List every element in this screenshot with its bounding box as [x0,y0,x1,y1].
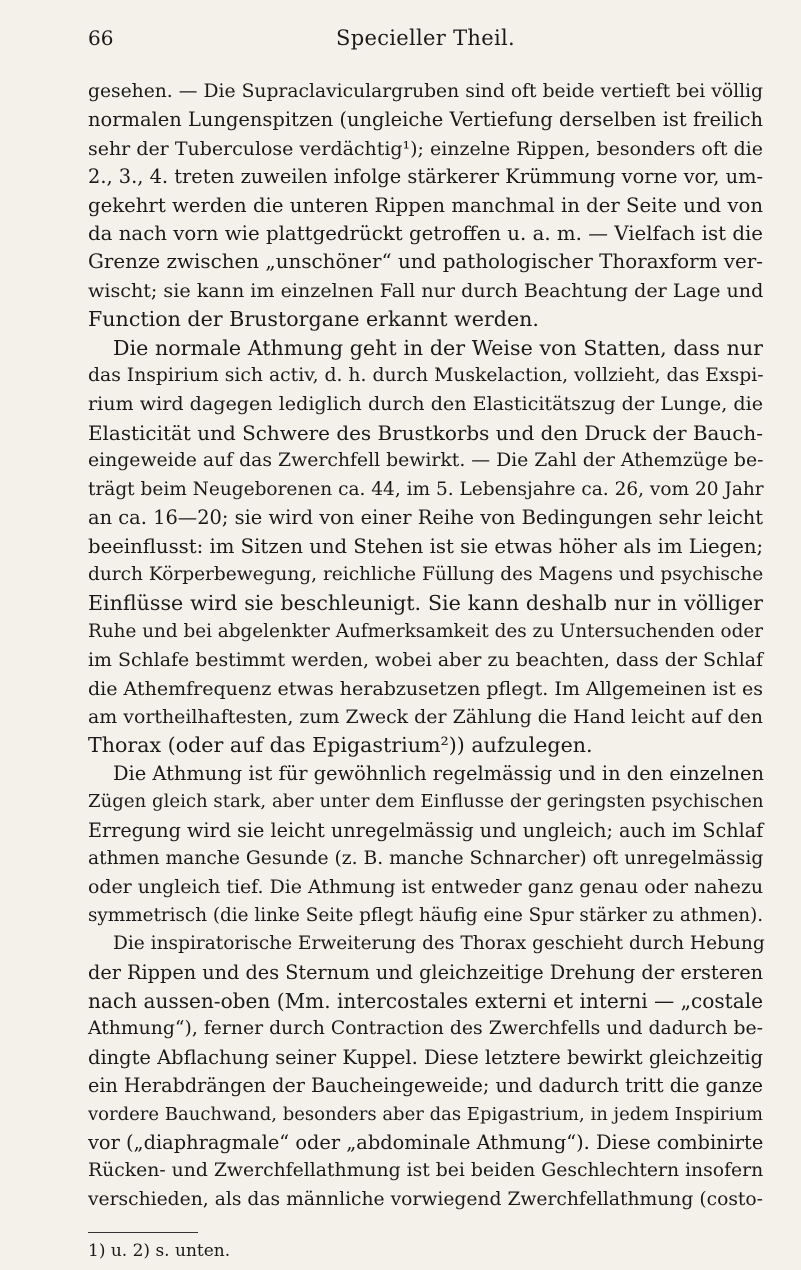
text-line: oder ungleich tief. Die Athmung ist entweder ganz genau oder nahezu [88,876,763,899]
text-line: gekehrt werden die unteren Rippen manchmal in der Seite und von [88,193,763,217]
text-line: verschieden, als das männliche vorwiegend Zwerchfellathmung (costo- [88,1188,763,1210]
paragraph [88,334,763,760]
book-page [88,22,763,1261]
text-line: wischt; sie kann im einzelnen Fall nur durch Beachtung der Lage und [88,278,764,302]
footnote: 1) u. 2) s. unten. [88,1241,231,1262]
text-line: vordere Bauchwand, besonders aber das Epigastrium, in jedem Inspirium [88,1103,763,1125]
text-line: Elasticität und Schwere des Brustkorbs und den Druck der Bauch- [88,420,763,445]
text-line: Ruhe und bei abgelenkter Aufmerksamkeit des zu Untersuchenden oder [88,620,763,642]
text-line: im Schlafe bestimmt werden, wobei aber zu beachten, dass der Schlaf [88,649,763,672]
text-line: Athmung“), ferner durch Contraction des Zwerchfells und dadurch be- [88,1018,763,1040]
text-line: beeinflusst: im Sitzen und Stehen ist sie etwas höher als im Liegen; [88,534,764,558]
text-line: sehr der Tuberculose verdächtig¹); einzelne Rippen, besonders oft die [88,137,763,160]
text-line: Die inspiratorische Erweiterung des Thorax geschieht durch Hebung [113,933,765,955]
text-line: Erregung wird sie leicht unregelmässig und ungleich; auch im Schlaf [88,818,764,842]
text-line: der Rippen und des Sternum und gleichzeitige Drehung der ersteren [88,960,764,984]
text-line: ein Herabdrängen der Baucheingeweide; und dadurch tritt die ganze [88,1074,764,1098]
page-header [88,22,763,58]
text-line: nach aussen-oben (Mm. intercostales externi et interni — „costale [88,989,763,1013]
text-line: athmen manche Gesunde (z. B. manche Schnarcher) oft unregelmässig [88,847,764,869]
text-line: gesehen. — Die Supraclaviculargruben sind oft beide vertieft bei völlig [88,81,763,102]
text-line: rium wird dagegen lediglich durch den Elasticitätszug der Lunge, die [88,392,763,416]
body-text [88,78,763,1214]
text-line: Die normale Athmung geht in der Weise von Statten, dass nur [113,335,763,360]
text-line: Die Athmung ist für gewöhnlich regelmässig und in den einzelnen [113,761,764,785]
text-line: am vortheilhaftesten, zum Zweck der Zählung die Hand leicht auf den [88,705,763,728]
text-line: trägt beim Neugeborenen ca. 44, im 5. Lebensjahre ca. 26, vom 20 Jahr [88,478,764,500]
paragraph [88,930,763,1214]
paragraph [88,760,763,930]
text-line: vor („diaphragmale“ oder „abdominale Athmung“). Diese combinirte [88,1131,764,1155]
text-line: Rücken- und Zwerchfellathmung ist bei beiden Geschlechtern insofern [88,1160,764,1182]
text-line: das Inspirium sich activ, d. h. durch Muskelaction, vollzieht, das Exspi- [88,365,764,387]
text-line: normalen Lungenspitzen (ungleiche Vertiefung derselben ist freilich [88,108,763,132]
running-title: Specieller Theil. [336,26,515,50]
text-line: Function der Brustorgane erkannt werden. [88,307,539,332]
text-line: 2., 3., 4. treten zuweilen infolge stärkerer Krümmung vorne vor, um- [88,165,763,189]
paragraph [88,78,763,334]
text-line: dingte Abflachung seiner Kuppel. Diese letztere bewirkt gleichzeitig [88,1045,764,1069]
text-line: Grenze zwischen „unschöner“ und pathologischer Thoraxform ver- [88,250,763,274]
text-line: durch Körperbewegung, reichliche Füllung des Magens und psychische [88,563,764,585]
text-line: symmetrisch (die linke Seite pflegt häufig eine Spur stärker zu athmen). [88,904,764,926]
text-line: Thorax (oder auf das Epigastrium²)) aufzulegen. [88,733,593,758]
text-line: Einflüsse wird sie beschleunigt. Sie kann deshalb nur in völliger [88,591,763,616]
text-line: Zügen gleich stark, aber unter dem Einflusse der geringsten psychischen [88,791,764,813]
text-line: an ca. 16—20; sie wird von einer Reihe von Bedingungen sehr leicht [88,506,763,530]
text-line: die Athemfrequenz etwas herabzusetzen pflegt. Im Allgemeinen ist es [88,677,763,700]
footnote-rule [88,1232,198,1233]
text-line: eingeweide auf das Zwerchfell bewirkt. — Die Zahl der Athemzüge be- [88,450,764,472]
page-number: 66 [88,26,114,50]
text-line: da nach vorn wie plattgedrückt getroffen u. a. m. — Vielfach ist die [88,222,763,246]
